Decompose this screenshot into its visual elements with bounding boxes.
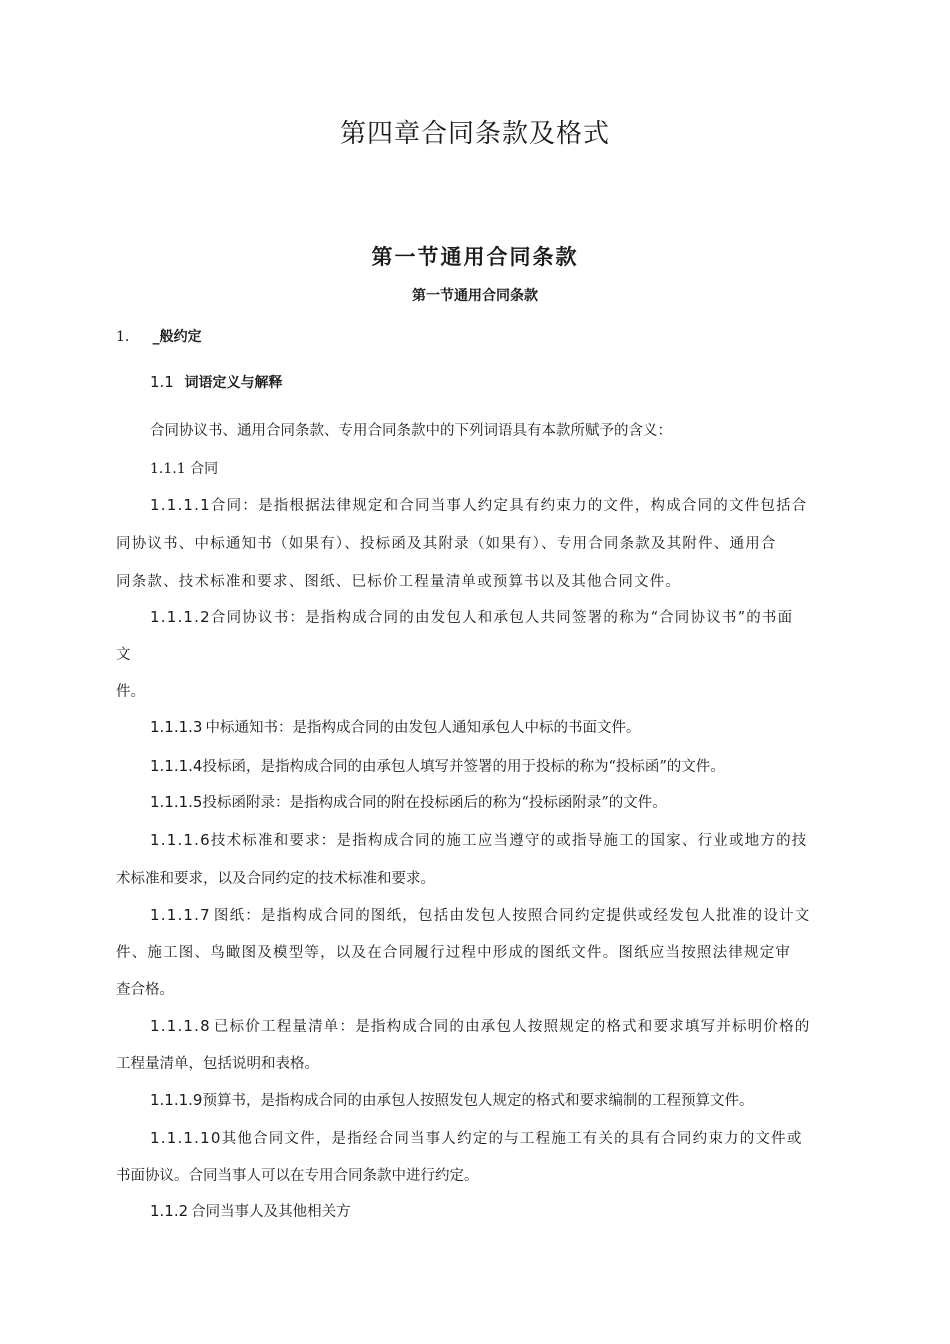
clause-line: 同条款、技术标准和要求、图纸、巳标价工程量清单或预算书以及其他合同文件。 bbox=[116, 574, 682, 590]
clause-text: 预算书，是指构成合同的由承包人按照发包人规定的格式和要求编制的工程预算文件。 bbox=[202, 1093, 754, 1109]
clause-text: 投标函，是指构成合同的由承包人填写并签署的用于投标的称为“投标函”的文件。 bbox=[202, 759, 725, 775]
clause-line: 工程量清单，包括说明和表格。 bbox=[116, 1056, 319, 1072]
clause-number: 1.1.1.7 bbox=[150, 906, 211, 924]
clause-number: 1.1.1.9 bbox=[150, 1091, 203, 1109]
heading-general-provisions bbox=[116, 326, 202, 346]
section-subtitle: 第一节通用合同条款 bbox=[412, 288, 538, 304]
clause-text: 技术标准和要求：是指构成合同的施工应当遵守的或指导施工的国家、行业或地方的技 bbox=[210, 833, 808, 849]
clause-line: 术标准和要求，以及合同约定的技术标准和要求。 bbox=[116, 871, 435, 887]
clause-number: 1.1.1.2 bbox=[150, 608, 211, 626]
clause-line: 件。 bbox=[116, 684, 145, 700]
clause-line bbox=[150, 716, 640, 737]
clause-line: 件、施工图、鸟瞰图及模型等，以及在合同履行过程中形成的图纸文件。图纸应当按照法律规定审 bbox=[116, 945, 792, 961]
clause-line: 查合格。 bbox=[116, 982, 174, 998]
clause-number: 1.1.1.1 bbox=[150, 496, 211, 514]
heading-number: 1.1.2 bbox=[150, 1202, 189, 1220]
heading-label: _般约定 bbox=[152, 329, 202, 345]
section-title: 第一节通用合同条款 bbox=[371, 245, 579, 269]
clause-line: 同协议书、中标通知书（如果有）、投标函及其附录（如果有）、专用合同条款及其附件、通用合 bbox=[116, 536, 777, 552]
clause-number: 1.1.1.5 bbox=[150, 793, 203, 811]
clause-text: 图纸：是指构成合同的图纸，包括由发包人按照合同约定提供或经发包人批准的设计文 bbox=[213, 908, 811, 924]
clause-line: 文 bbox=[116, 647, 131, 663]
heading-contract-parties bbox=[150, 1200, 351, 1221]
heading-contract: 1.1.1 合同 bbox=[150, 461, 219, 477]
clause-text: 已标价工程量清单：是指构成合同的由承包人按照规定的格式和要求填写并标明价格的 bbox=[213, 1019, 811, 1035]
clause-number: 1.1.1.6 bbox=[150, 831, 211, 849]
clause-line bbox=[150, 791, 667, 812]
heading-label: 词语定义与解释 bbox=[184, 375, 283, 391]
intro-paragraph: 合同协议书、通用合同条款、专用合同条款中的下列词语具有本款所赋予的含义： bbox=[150, 423, 672, 439]
clause-line bbox=[150, 494, 808, 515]
clause-line bbox=[150, 606, 793, 627]
clause-text: 其他合同文件，是指经合同当事人约定的与工程施工有关的具有合同约束力的文件或 bbox=[221, 1131, 803, 1147]
clause-text: 合同协议书：是指构成合同的由发包人和承包人共同签署的称为“合同协议书”的书面 bbox=[210, 610, 794, 626]
heading-number: 1. bbox=[116, 329, 130, 345]
clause-line: 书面协议。合同当事人可以在专用合同条款中进行约定。 bbox=[116, 1168, 479, 1184]
clause-line bbox=[150, 1127, 803, 1148]
clause-number: 1.1.1.10 bbox=[150, 1129, 222, 1147]
clause-line bbox=[150, 829, 808, 850]
clause-line bbox=[150, 1089, 753, 1110]
clause-text: 合同：是指根据法律规定和合同当事人约定具有约束力的文件，构成合同的文件包括合 bbox=[210, 498, 808, 514]
clause-text: 投标函附录：是指构成合同的附在投标函后的称为“投标函附录”的文件。 bbox=[202, 795, 667, 811]
clause-number: 1.1.1.8 bbox=[150, 1017, 211, 1035]
clause-line bbox=[150, 755, 725, 776]
clause-line bbox=[150, 1015, 811, 1036]
heading-definitions bbox=[150, 372, 282, 392]
clause-number: 1.1.1.3 bbox=[150, 718, 203, 736]
clause-number: 1.1.1.4 bbox=[150, 757, 203, 775]
heading-label: 合同当事人及其他相关方 bbox=[191, 1204, 351, 1220]
chapter-title: 第四章合同条款及格式 bbox=[339, 119, 610, 149]
heading-number: 1.1 bbox=[150, 373, 174, 391]
clause-line bbox=[150, 904, 811, 925]
clause-text: 中标通知书：是指构成合同的由发包人通知承包人中标的书面文件。 bbox=[205, 720, 641, 736]
